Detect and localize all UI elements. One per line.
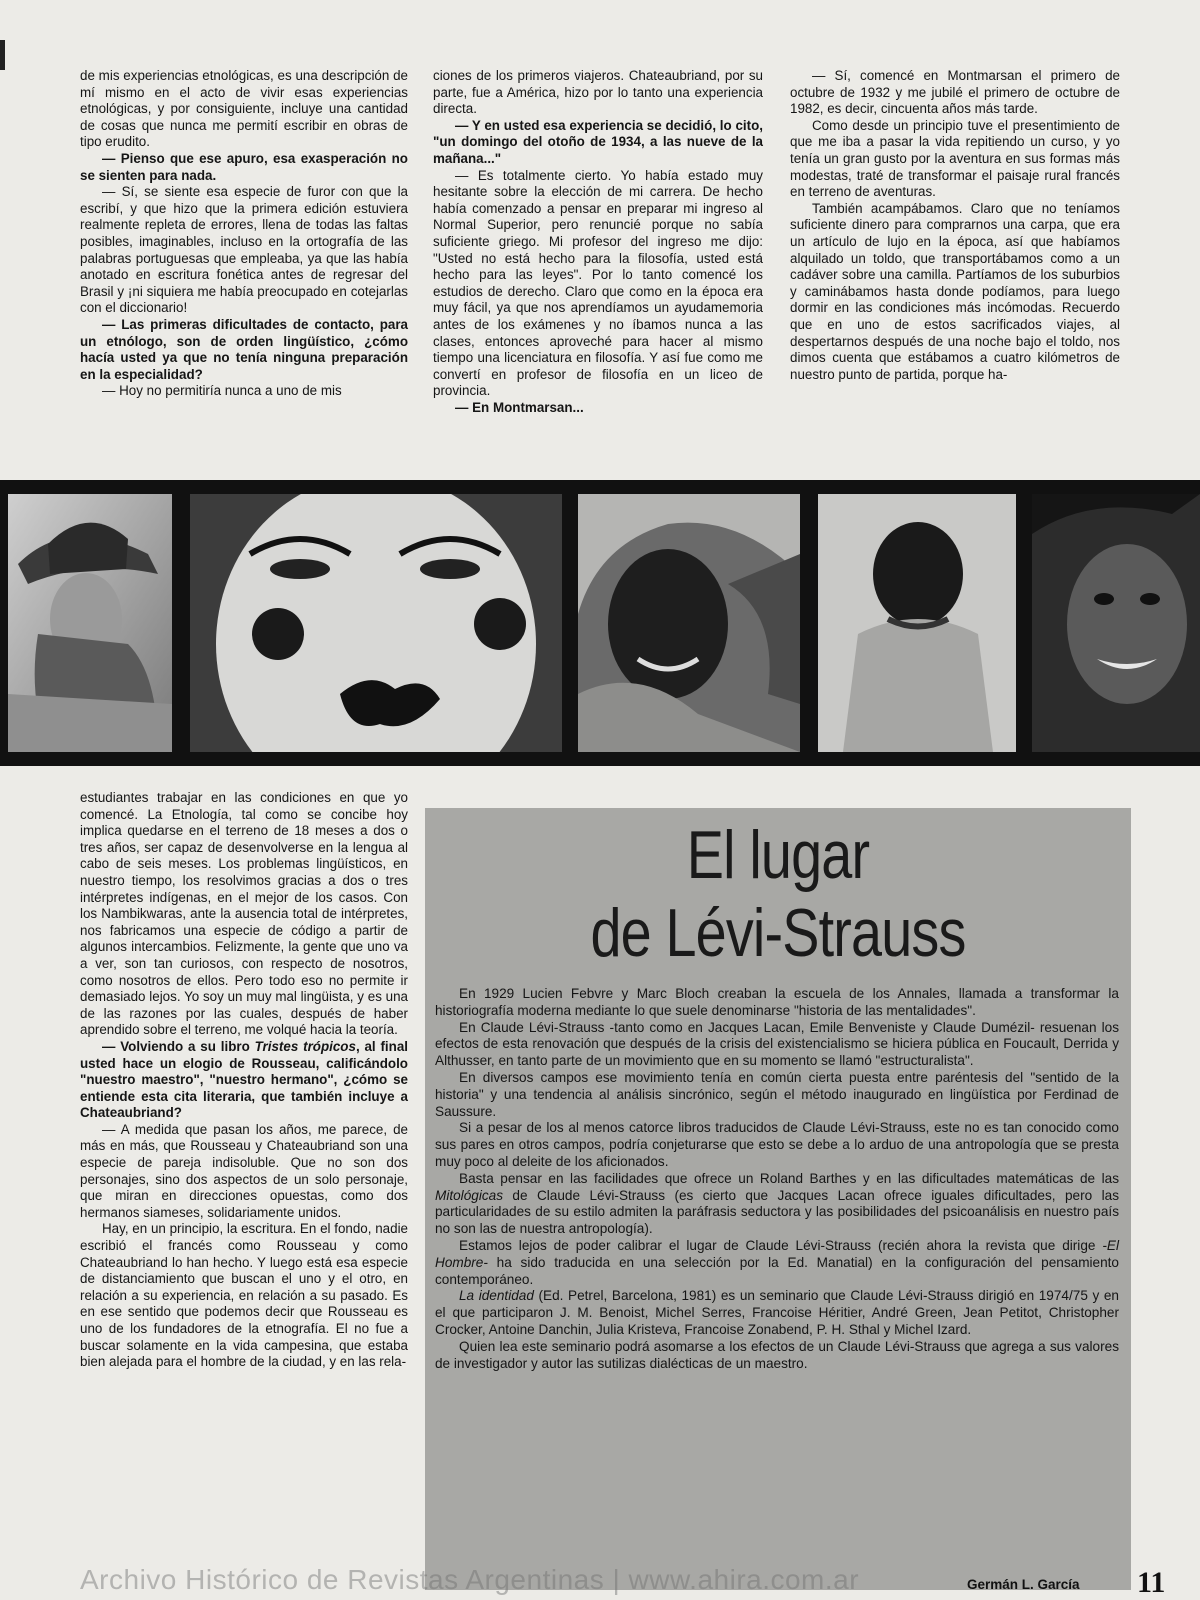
photo-child-from-behind bbox=[818, 494, 1016, 752]
article-column-2 bbox=[433, 68, 763, 416]
paragraph bbox=[435, 1238, 1119, 1288]
text-span: ha sido traducida en una selección por la Ed. Manatial) en la configuración del pensamiento contemporáneo. bbox=[435, 1254, 1119, 1287]
paragraph: En diversos campos ese movimiento tenía en común cierta puesta entre paréntesis del "sentido de la historia" y una tendencia al análisis sincrónico, según el método inaugurado en lingüística por Ferdinad de Saussure. bbox=[435, 1069, 1119, 1119]
paragraph: — Sí, se siente esa especie de furor con que la escribí, y que hizo que la primera edición estuviera realmente repleta de errores, llena de todas las faltas posibles, imaginables, incluso en la ortografía de las palabras portuguesas que empleaba, ya que las había anotado en escritura fonética antes de regresar del Brasil y ¡ni siquiera me había preocupado en cotejarlas con el diccionario! bbox=[80, 184, 408, 316]
text-span: Basta pensar en las facilidades que ofrece un Roland Barthes y en las dificultades matemáticas de las bbox=[459, 1170, 1119, 1186]
sidebar-author: Germán L. García bbox=[967, 1577, 1080, 1592]
paragraph: de mis experiencias etnológicas, es una descripción de mí mismo en el acto de vivir esas experiencias etnológicas, y por consiguiente, incluye una cantidad de cosas que nunca me permití escribir en obras de tipo erudito. bbox=[80, 68, 408, 150]
text-span: de Claude Lévi-Strauss (es cierto que Jacques Lacan ofrece iguales dificultades, pero las particularidades de su estilo admiten la paráfrasis seductora y las posibilidades del psicoanálisis en nuestro país no son las de nuestra antropología). bbox=[435, 1187, 1119, 1237]
paragraph: — A medida que pasan los años, me parece, de más en más, que Rousseau y Chateaubriand son una especie de pareja indisoluble. Que no son dos personajes, sino dos aspectos de un solo personaje, que miran en direcciones opuestas, como dos hermanos siameses, solidariamente unidos. bbox=[80, 1121, 408, 1220]
interview-question: — Y en usted esa experiencia se decidió, lo cito, "un domingo del otoño de 1934, a las nueve de la mañana..." bbox=[433, 117, 763, 166]
question-text: — Volviendo a su libro bbox=[102, 1038, 255, 1054]
book-title: Mitológicas bbox=[435, 1187, 503, 1203]
paragraph: — Es totalmente cierto. Yo había estado muy hesitante sobre la elección de mi carrera. De hecho había comenzado a pensar en preparar mi ingreso al Normal Superior, pero renuncié porque no sabía suficiente griego. Mi profesor del ingreso me dijo: "Usted no está hecho para la filosofía, usted está hecho para las leyes". Por lo tanto comencé los estudios de derecho. Claro que como en la época era muy fácil, ya que nos aprendíamos un ayudamemoria antes de los exámenes y no íbamos nunca a las clases, entonces aproveché para hacer al mismo tiempo una licenciatura en filosofía. Y así fue como me convertí en profesor de filosofía en un liceo de provincia. bbox=[433, 167, 763, 399]
sidebar-title-line-1: El lugar bbox=[686, 817, 870, 893]
photo-strip bbox=[0, 480, 1200, 766]
interview-question: — Pienso que ese apuro, esa exasperación no se sienten para nada. bbox=[80, 150, 408, 183]
article-column-4 bbox=[80, 790, 408, 1371]
paragraph: estudiantes trabajar en las condiciones en que yo comencé. La Etnología, tal como se concibe hoy implica quedarse en el terreno de 18 meses a dos o tres años, ser capaz de desenvolverse en la lengua al cabo de seis meses. Los problemas lingüísticos, en nuestro tiempo, los resolvimos gracias a dos o tres intérpretes indígenas, en el mejor de los casos. Con los Nambikwaras, ante la ausencia total de intérpretes, nos fabricamos una especie de código a partir de algunos intercambios. Felizmente, la gente que uno va a ver, son tan curiosos, con respecto de nosotros, como nosotros de ellos. Pero todo eso no permite ir demasiado lejos. Yo soy un muy mal lingüista, y es una de las razones por las cuales, después de haber aprendido sobre el terreno, me volqué hacia la teoría. bbox=[80, 790, 408, 1038]
sidebar-body bbox=[435, 986, 1119, 1372]
paragraph: — Sí, comencé en Montmarsan el primero de octubre de 1932 y me jubilé el primero de octubre de 1982, es decir, cincuenta años más tarde. bbox=[790, 68, 1120, 117]
photo-smiling-woman bbox=[1032, 494, 1200, 752]
page-number: 11 bbox=[1137, 1566, 1166, 1599]
interview-question: — Las primeras dificultades de contacto, para un etnólogo, son de orden lingüístico, ¿cómo hacía usted ya que no tenía ninguna preparación en la especialidad? bbox=[80, 316, 408, 382]
paragraph bbox=[435, 1288, 1119, 1338]
book-title: Tristes trópicos bbox=[254, 1038, 356, 1054]
text-span: Estamos lejos de poder calibrar el lugar de Claude Lévi-Strauss (recién ahora la revista que dirige bbox=[459, 1237, 1103, 1253]
sidebar-title-line-2: de Lévi-Strauss bbox=[590, 895, 966, 971]
photo-painted-mask bbox=[190, 494, 562, 752]
article-column-3 bbox=[790, 68, 1120, 383]
paragraph: Si a pesar de los al menos catorce libros traducidos de Claude Lévi-Strauss, este no es tan conocido como sus pares en otros campos, podría conjeturarse que esto se debe a lo arduo de una antropología que se presta muy poco al deleite de los aficionados. bbox=[435, 1120, 1119, 1169]
interview-question: — En Montmarsan... bbox=[455, 399, 584, 415]
interview-question bbox=[80, 1039, 408, 1122]
paragraph bbox=[435, 1171, 1119, 1238]
photo-smiling-person bbox=[578, 494, 800, 752]
paragraph: — Hoy no permitiría nunca a uno de mis bbox=[102, 383, 342, 399]
article-column-1 bbox=[80, 68, 408, 400]
paragraph: ciones de los primeros viajeros. Chateaubriand, por su parte, fue a América, hizo por lo tanto una experiencia directa. bbox=[433, 68, 763, 117]
paragraph: En Claude Lévi-Strauss -tanto como en Jacques Lacan, Emile Benveniste y Claude Dumézil- resuenan los efectos de esta renovación que después de la crisis del existencialismo se hiciera pública en Foucault, Derrida y Althusser, en tanto parte de un movimiento que en su momento se llamó "estructuralista". bbox=[435, 1019, 1119, 1069]
paragraph: En 1929 Lucien Febvre y Marc Bloch creaban la escuela de los Annales, llamada a transformar la historiografía moderna mediante lo que suele denominarse "historia de las mentalidades". bbox=[435, 986, 1119, 1018]
magazine-title: -El Hombre- bbox=[435, 1237, 1119, 1270]
paragraph: Como desde un principio tuve el presentimiento de que me iba a pasar la vida repitiendo un curso, y yo tenía un gran gusto por la aventura en sus formas más modestas, traté de transformar el paisaje rural francés en terreno de aventuras. bbox=[790, 117, 1120, 200]
book-title: La identidad bbox=[459, 1288, 534, 1304]
paragraph: Hay, en un principio, la escritura. En el fondo, nadie escribió el francés como Rousseau y como Chateaubriand lo han hecho. Y luego está esa especie de distanciamiento que buscan el uno y el otro, en relación a su experiencia, en relación a su pasado. Es en ese sentido que podemos decir que Rousseau es uno de los fundadores de la etnografía. El no fue a buscar solamente en la vida campesina, que estaba bien alejada para el hombre de la ciudad, y en las rela- bbox=[80, 1221, 408, 1370]
photo-man-with-hat bbox=[8, 494, 172, 752]
sidebar-box bbox=[425, 808, 1131, 1590]
edge-mark bbox=[0, 40, 5, 70]
paragraph: Quien lea este seminario podrá asomarse a los efectos de un Claude Lévi-Strauss que agrega a sus valores de investigador y autor las sutilizas dialécticas de un maestro. bbox=[435, 1338, 1119, 1371]
text-span: (Ed. Petrel, Barcelona, 1981) es un seminario que Claude Lévi-Strauss dirigió en 1974/75 y en el que participaron J. M. Benoist, Michel Serres, Francoise Héritier, André Green, Jean Petitot, Christopher Crocker, Antoine Danchin, Julia Kristeva, Francoise Zonabend, P. H. Sthal y Michel Izard. bbox=[435, 1288, 1119, 1337]
paragraph: También acampábamos. Claro que no teníamos suficiente dinero para comprarnos una carpa, que era un artículo de lujo en la época, así que habíamos alquilado un toldo, que transportábamos como a un cadáver sobre una camilla. Partíamos de los suburbios y caminábamos hasta donde podíamos, para luego dormir en las condiciones más incómodas. Recuerdo que en uno de estos sacrificados viajes, al despertarnos después de una noche bajo el toldo, nos dimos cuenta que estábamos a cuatro kilómetros de nuestro punto de partida, porque ha- bbox=[790, 200, 1120, 382]
watermark: Archivo Histórico de Revistas Argentinas | www.ahira.com.ar bbox=[80, 1564, 860, 1595]
question-text: , al final usted hace un elogio de Rousseau, calificándolo "nuestro maestro", "nuestro hermano", ¿cómo se entiende esta cita literaria, que también incluye a Chateaubriand? bbox=[80, 1038, 409, 1121]
